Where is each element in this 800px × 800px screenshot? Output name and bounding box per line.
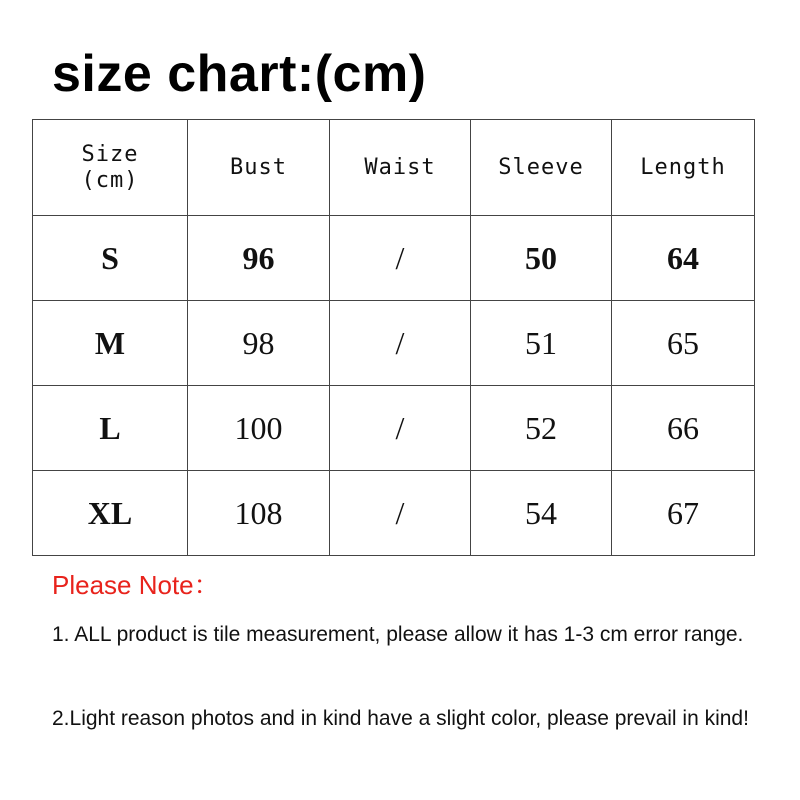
bust-cell: 108 [188,471,330,556]
waist-cell: / [330,471,471,556]
table-row [33,216,755,301]
sleeve-cell: 52 [471,386,612,471]
length-cell: 67 [612,471,755,556]
size-cell: M [33,301,188,386]
size-cell: S [33,216,188,301]
header-length: Length [612,120,755,216]
bust-cell: 100 [188,386,330,471]
table-header-row [33,120,755,216]
header-bust: Bust [188,120,330,216]
bust-cell: 98 [188,301,330,386]
header-size-label: Size [81,141,139,167]
waist-cell: / [330,216,471,301]
sleeve-cell: 50 [471,216,612,301]
length-cell: 64 [612,216,755,301]
note-heading: Please Note： [52,570,220,600]
page-title: size chart:(cm) [52,45,427,103]
bust-cell: 96 [188,216,330,301]
table-row [33,301,755,386]
waist-cell: / [330,386,471,471]
header-size-unit: (cm) [81,167,139,193]
header-waist: Waist [330,120,471,216]
note-line-2: 2.Light reason photos and in kind have a slight color, please prevail in kind! [52,707,749,730]
note-line-1: 1. ALL product is tile measurement, please allow it has 1-3 cm error range. [52,623,744,646]
length-cell: 66 [612,386,755,471]
size-cell: XL [33,471,188,556]
size-cell: L [33,386,188,471]
table-row [33,386,755,471]
header-size [33,120,188,216]
sleeve-cell: 54 [471,471,612,556]
length-cell: 65 [612,301,755,386]
sleeve-cell: 51 [471,301,612,386]
table-row [33,471,755,556]
waist-cell: / [330,301,471,386]
size-chart-table [32,119,755,556]
header-sleeve: Sleeve [471,120,612,216]
